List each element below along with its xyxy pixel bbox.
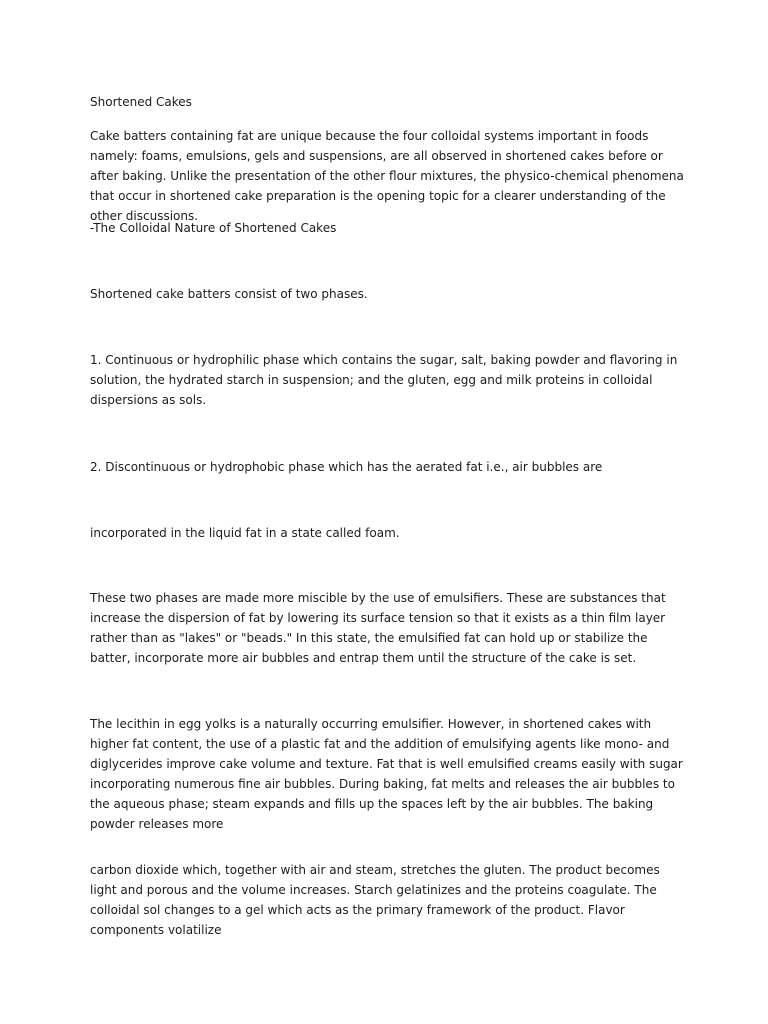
paragraph-discontinuous-phase: 2. Discontinuous or hydrophobic phase which has the aerated fat i.e., air bubbles are bbox=[90, 460, 603, 474]
paragraph-foam: incorporated in the liquid fat in a state called foam. bbox=[90, 526, 400, 540]
section-heading-colloidal-nature: -The Colloidal Nature of Shortened Cakes bbox=[90, 221, 337, 235]
paragraph-two-phases: Shortened cake batters consist of two phases. bbox=[90, 287, 368, 301]
document-title: Shortened Cakes bbox=[90, 95, 192, 109]
paragraph-lecithin: The lecithin in egg yolks is a naturally occurring emulsifier. However, in shortened cakes with higher fat content, the use of a plastic fat and the addition of emulsifying agents like mono- and diglycerides improve cake volume and texture. Fat that is well emulsified creams easily with sugar incorporating numerous fine air bubbles. During baking, fat melts and releases the air bubbles to the aqueous phase; steam expands and fills up the spaces left by the air bubbles. The baking powder releases more bbox=[90, 717, 683, 831]
paragraph-emulsifiers: These two phases are made more miscible by the use of emulsifiers. These are substances that increase the dispersion of fat by lowering its surface tension so that it exists as a thin film layer rather than as "lakes" or "beads." In this state, the emulsified fat can hold up or stabilize the batter, incorporate more air bubbles and entrap them until the structure of the cake is set. bbox=[90, 591, 666, 665]
paragraph-carbon-dioxide: carbon dioxide which, together with air and steam, stretches the gluten. The product becomes light and porous and the volume increases. Starch gelatinizes and the proteins coagulate. The colloidal sol changes to a gel which acts as the primary framework of the product. Flavor components volatilize bbox=[90, 863, 660, 937]
paragraph-intro: Cake batters containing fat are unique because the four colloidal systems important in foods namely: foams, emulsions, gels and suspensions, are all observed in shortened cakes before or after baking. Unlike the presentation of the other flour mixtures, the physico-chemical phenomena that occur in shortened cake preparation is the opening topic for a clearer understanding of the other discussions. bbox=[90, 129, 684, 223]
paragraph-continuous-phase: 1. Continuous or hydrophilic phase which contains the sugar, salt, baking powder and flavoring in solution, the hydrated starch in suspension; and the gluten, egg and milk proteins in colloidal dispersions as sols. bbox=[90, 353, 678, 407]
